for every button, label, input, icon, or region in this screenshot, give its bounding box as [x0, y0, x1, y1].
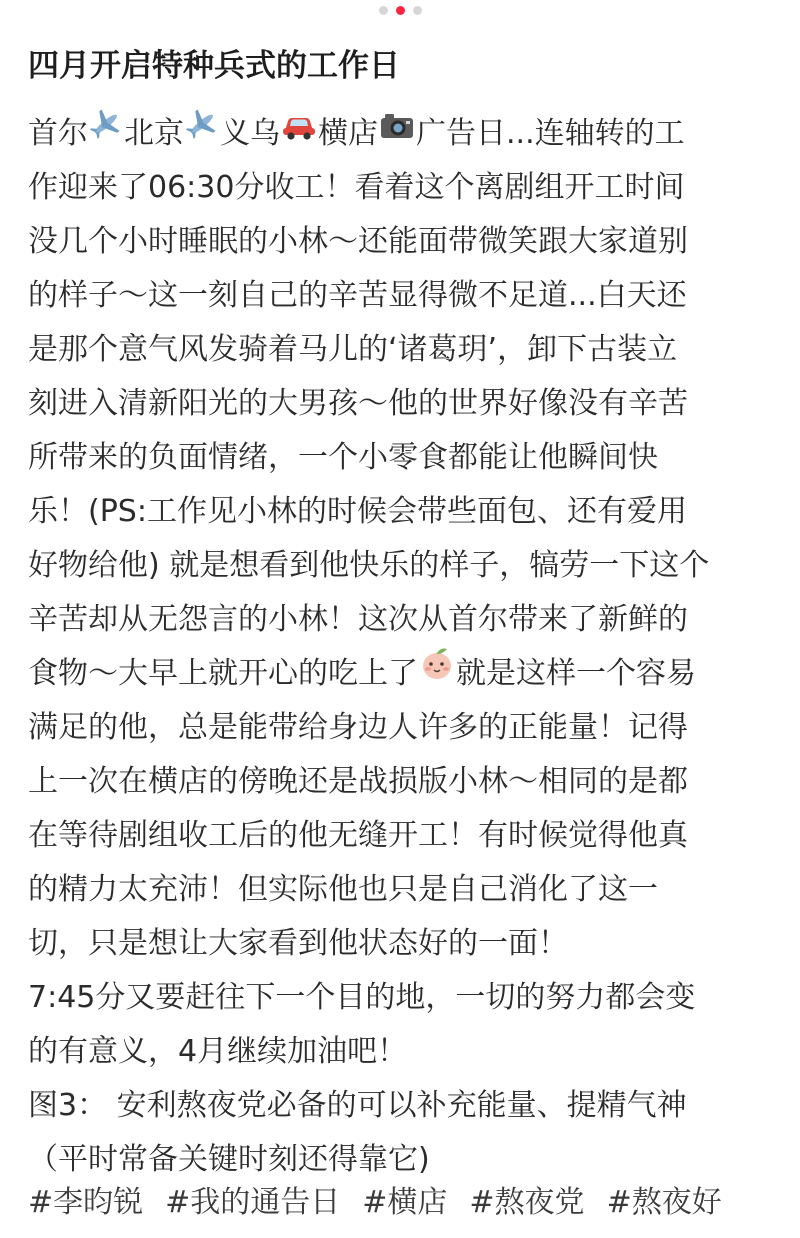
post-line: 刻进入清新阳光的大男孩～他的世界好像没有辛苦 — [28, 386, 688, 421]
hashtag-link[interactable]: #李昀锐 — [28, 1185, 144, 1220]
image-pager-dots — [0, 6, 800, 15]
camera-emoji-icon — [379, 107, 415, 159]
hashtag-link[interactable]: #横店 — [362, 1185, 448, 1220]
text-segment: 广告日...连轴转的工 — [416, 116, 685, 151]
post-line: 的精力太充沛！但实际他也只是自己消化了这一 — [28, 872, 658, 907]
pager-dot-3[interactable] — [413, 6, 422, 15]
post-title: 四月开启特种兵式的工作日 — [28, 48, 400, 84]
post-line: 的样子～这一刻自己的辛苦显得微不足道...白天还 — [28, 278, 687, 313]
text-segment: 就是这样一个容易 — [456, 656, 696, 691]
post-line: 乐！(PS:工作见小林的时候会带些面包、还有爱用 — [28, 494, 687, 529]
text-segment: 横店 — [318, 116, 378, 151]
airplane-emoji-icon — [185, 107, 219, 159]
text-segment: 义乌 — [220, 116, 280, 151]
post-line: 好物给他) 就是想看到他快乐的样子，犒劳一下这个 — [28, 548, 710, 583]
post-line: 没几个小时睡眠的小林～还能面带微笑跟大家道别 — [28, 224, 688, 259]
post-line: 是那个意气风发骑着马儿的‘诸葛玥’，卸下古装立 — [28, 332, 678, 367]
post-line: （平时常备关键时刻还得靠它) — [28, 1142, 430, 1177]
post-line: 在等待剧组收工后的他无缝开工！有时候觉得他真 — [28, 818, 688, 853]
post-body — [28, 107, 778, 1187]
post-line: 7:45分又要赶往下一个目的地，一切的努力都会变 — [28, 980, 696, 1015]
pager-dot-1[interactable] — [379, 6, 388, 15]
post-line: 作迎来了06:30分收工！看着这个离剧组开工时间 — [28, 170, 685, 205]
hashtag-link[interactable]: #熬夜好 — [606, 1185, 722, 1220]
post-line — [28, 107, 778, 161]
post-line: 满足的他，总是能带给身边人许多的正能量！记得 — [28, 710, 688, 745]
hashtag-link[interactable]: #我的通告日 — [165, 1185, 341, 1220]
post-line — [28, 647, 778, 701]
post-line: 图3： 安利熬夜党必备的可以补充能量、提精气神 — [28, 1088, 687, 1123]
hashtag-link[interactable]: #熬夜党 — [469, 1185, 585, 1220]
airplane-emoji-icon — [89, 107, 123, 159]
post-line: 所带来的负面情绪，一个小零食都能让他瞬间快 — [28, 440, 658, 475]
hashtag-row — [28, 1176, 778, 1230]
post-line: 上一次在横店的傍晚还是战损版小林～相同的是都 — [28, 764, 688, 799]
car-emoji-icon — [281, 107, 317, 159]
text-segment: 食物～大早上就开心的吃上了 — [28, 656, 418, 691]
post-line: 的有意义，4月继续加油吧！ — [28, 1034, 408, 1069]
text-segment: 首尔 — [28, 116, 88, 151]
post-line: 辛苦却从无怨言的小林！这次从首尔带来了新鲜的 — [28, 602, 688, 637]
peach-face-emoji-icon — [419, 647, 455, 699]
text-segment: 北京 — [124, 116, 184, 151]
post-line: 切，只是想让大家看到他状态好的一面！ — [28, 926, 568, 961]
pager-dot-2-active[interactable] — [396, 6, 405, 15]
